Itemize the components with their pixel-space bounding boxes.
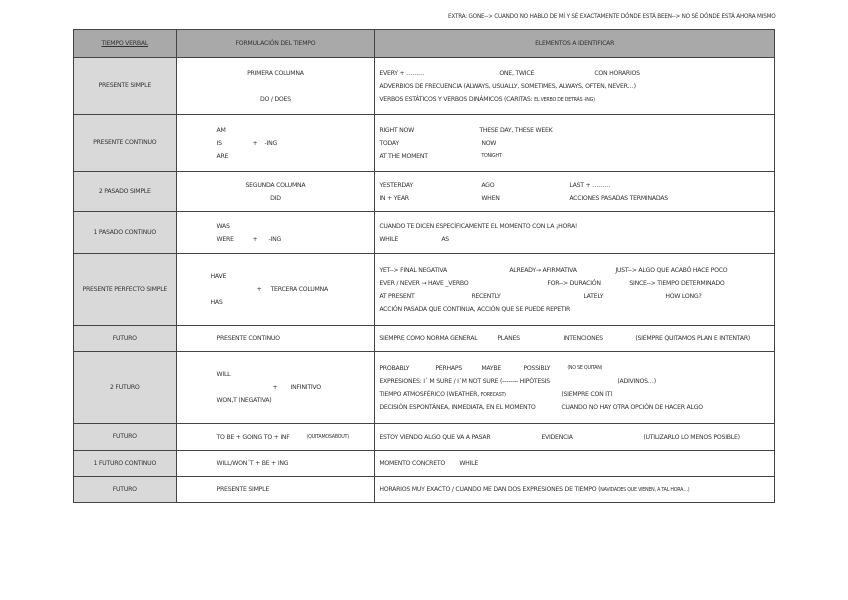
elements-line: [379, 431, 770, 444]
element-text: NOW: [481, 139, 497, 147]
element-text: MAYBE: [481, 364, 502, 372]
element-text: POSSIBLY: [523, 364, 551, 372]
elements-line: [379, 150, 770, 163]
element-text: (UTILIZARLO LO MENOS POSIBLE): [643, 433, 740, 441]
table-row: [74, 212, 775, 254]
form-text: TERCERA COLUMNA: [270, 286, 328, 293]
form-line: [217, 137, 371, 150]
element-text: SIEMPRE COMO NORMA GENERAL: [379, 335, 478, 342]
form-text: +: [252, 139, 258, 147]
form-text: +: [252, 235, 258, 243]
form-cell: [176, 477, 375, 503]
elements-line: [379, 332, 770, 345]
form-line: DID: [270, 194, 281, 202]
table-row: [74, 424, 775, 451]
form-line: WON,T (NEGATIVA): [216, 397, 272, 404]
element-text: (SIEMPRE CON IT): [561, 390, 613, 398]
element-text: JUST--> ALGO QUE ACABÓ HACE POCO: [615, 266, 728, 274]
element-text: EXPRESIONES: I´ M SURE / I´M NOT SURE (-------- HIPÓTESIS: [379, 377, 550, 385]
form-text: +: [256, 286, 262, 293]
form-cell: [176, 58, 375, 115]
elements-line: [379, 67, 770, 80]
form-cell: [176, 352, 375, 424]
table-row: [74, 172, 775, 212]
header-form: FORMULACIÓN DEL TIEMPO: [176, 30, 375, 58]
elements-line: [379, 401, 770, 414]
element-text: WHILE: [379, 235, 399, 243]
form-line: AM: [216, 126, 226, 134]
header-tense: TIEMPO VERBAL: [74, 30, 177, 58]
element-text: MOMENTO CONCRETO: [379, 460, 446, 467]
element-text: WHILE: [459, 460, 479, 467]
element-text: CUANDO NO HAY OTRA OPCIÓN DE HACER ALGO: [561, 403, 703, 411]
element-text: CON HORARIOS: [594, 69, 640, 77]
form-cell: [176, 451, 375, 477]
form-line: HAS: [210, 299, 223, 306]
elements-line: [379, 124, 770, 137]
form-cell: [176, 212, 375, 254]
form-line: [217, 431, 371, 444]
element-text: (ADIVINOS…): [617, 377, 656, 385]
form-text: IS: [216, 139, 222, 147]
element-text: PROBABLY: [379, 364, 410, 372]
element-text: ALREADY→ AFIRMATIVA: [509, 266, 577, 274]
grammar-table: [73, 29, 775, 503]
form-line: WAS: [216, 222, 230, 230]
table-row: [74, 451, 775, 477]
element-text: AT THE MOMENT: [379, 152, 428, 160]
elements-line: ACCIÓN PASADA QUE CONTINUA, ACCIÓN QUE SE PUEDE REPETIR: [379, 305, 571, 313]
element-text: RIGHT NOW: [379, 126, 414, 134]
element-text: FOR--> DURACIÓN: [547, 279, 601, 287]
element-text: EVIDENCIA: [541, 433, 573, 441]
tense-cell: 1 FUTURO CONTINUO: [74, 451, 177, 477]
tense-cell: FUTURO: [74, 477, 177, 503]
tense-cell: PRESENTE SIMPLE: [74, 58, 177, 115]
element-text: VERBOS ESTÁTICOS Y VERBOS DINÁMICOS (CARITAS:: [379, 95, 535, 103]
elements-cell: [375, 424, 775, 451]
elements-line: [379, 93, 770, 106]
form-line: PRESENTE CONTINUO: [216, 335, 280, 342]
element-text: EL VERBO DE DETRÁS -ING): [534, 97, 595, 103]
elements-line: ADVERBIOS DE FRECUENCIA (ALWAYS, USUALLY, SOMETIMES, ALWAYS, OFTEN, NEVER…): [379, 82, 636, 90]
extra-note: EXTRA: GONE--> CUANDO NO HABLO DE MÍ Y SÉ EXACTAMENTE DÓNDE ESTÁ BEEN--> NO SÉ DÓNDE ESTÁ AHORA MISMO: [448, 13, 776, 20]
form-cell: [176, 254, 375, 326]
elements-line: [379, 388, 770, 401]
elements-line: [379, 277, 770, 290]
element-text: PERHAPS: [435, 364, 463, 372]
elements-line: [379, 290, 770, 303]
element-text: INTENCIONES: [563, 335, 603, 342]
element-text: EVER / NEVER → HAVE _VERBO: [379, 279, 469, 287]
tense-cell: PRESENTE PERFECTO SIMPLE: [74, 254, 177, 326]
element-text: ESTOY VIENDO ALGO QUE VA A PASAR: [379, 433, 491, 441]
elements-cell: [375, 254, 775, 326]
table-row: [74, 115, 775, 172]
form-cell: [176, 326, 375, 352]
element-text: IN + YEAR: [379, 194, 409, 202]
elements-line: CUANDO TE DICEN ESPECÍFICAMENTE EL MOMENTO CON LA ¡HORA!: [379, 222, 578, 230]
element-text: (SIEMPRE QUITAMOS PLAN E INTENTAR): [635, 335, 751, 342]
form-line: ARE: [216, 152, 229, 160]
element-text: YET--> FINAL NEGATIVA: [379, 266, 447, 274]
elements-cell: [375, 477, 775, 503]
elements-line: [379, 264, 770, 277]
tense-cell: PRESENTE CONTINUO: [74, 115, 177, 172]
element-text: PLANES: [497, 335, 520, 342]
table-row: [74, 58, 775, 115]
element-text: DECISIÓN ESPONTÁNEA, INMEDIATA, EN EL MOMENTO: [379, 403, 536, 411]
form-cell: [176, 172, 375, 212]
header-elements: ELEMENTOS A IDENTIFICAR: [375, 30, 775, 58]
element-text: HORARIOS MUY EXACTO / CUANDO ME DAN DOS EXPRESIONES DE TIEMPO (: [379, 486, 601, 493]
element-text: (NO SE QUITAN): [567, 365, 603, 371]
element-text: RECENTLY: [471, 292, 501, 300]
form-line: WILL: [216, 371, 231, 378]
element-text: TODAY: [379, 139, 399, 147]
element-text: ONE, TWICE: [499, 69, 535, 77]
element-text: EVERY + ………: [379, 69, 424, 77]
element-text: YESTERDAY: [379, 181, 413, 189]
element-text: WHEN: [481, 194, 500, 202]
element-text: TONIGHT: [481, 153, 502, 159]
tense-cell: 2 PASADO SIMPLE: [74, 172, 177, 212]
tense-cell: 1 PASADO CONTINUO: [74, 212, 177, 254]
elements-cell: [375, 352, 775, 424]
tense-cell: 2 FUTURO: [74, 352, 177, 424]
table-row: [74, 477, 775, 503]
table-row: [74, 326, 775, 352]
elements-line: [379, 362, 770, 375]
element-text: NAVIDADES QUE VIENEN, A TAL HORA…): [600, 488, 690, 493]
elements-line: [379, 179, 770, 192]
form-line: HAVE: [210, 273, 227, 280]
elements-cell: [375, 451, 775, 477]
form-text: INFINITIVO: [290, 384, 321, 391]
elements-line: [379, 137, 770, 150]
form-line: [217, 381, 371, 394]
tense-cell: FUTURO: [74, 326, 177, 352]
element-text: LATELY: [583, 292, 604, 300]
elements-line: [379, 457, 770, 470]
elements-line: [379, 192, 770, 205]
elements-cell: [375, 58, 775, 115]
elements-line: [379, 233, 770, 246]
elements-cell: [375, 326, 775, 352]
form-line: [211, 283, 371, 296]
element-text: ACCIONES PASADAS TERMINADAS: [569, 194, 668, 202]
form-line: PRIMERA COLUMNA: [247, 69, 304, 77]
elements-cell: [375, 212, 775, 254]
form-text: (QUITAMOSABOUT): [306, 434, 349, 440]
tense-cell: FUTURO: [74, 424, 177, 451]
element-text: AS: [441, 235, 449, 243]
table-row: [74, 254, 775, 326]
table-row: [74, 352, 775, 424]
form-line: SEGUNDA COLUMNA: [245, 181, 306, 189]
form-cell: [176, 115, 375, 172]
form-text: TO BE + GOING TO + INF: [216, 433, 290, 441]
elements-line: [379, 483, 770, 496]
form-line: WILL/WON´T + BE + ING: [216, 460, 289, 467]
element-text: AGO: [481, 181, 495, 189]
form-line: [181, 80, 371, 93]
element-text: HOW LONG?: [665, 292, 702, 300]
form-text: -ING: [264, 139, 278, 147]
element-text: AT PRESENT: [379, 292, 415, 300]
element-text: SINCE--> TIEMPO DETERMINADO: [629, 279, 725, 287]
form-text: +: [272, 384, 278, 391]
element-text: THESE DAY, THESE WEEK: [479, 126, 553, 134]
header-row: [74, 30, 775, 58]
element-text: FORECAST): [480, 392, 506, 398]
form-line: DO / DOES: [259, 95, 291, 103]
form-cell: [176, 424, 375, 451]
elements-cell: [375, 115, 775, 172]
form-line: [217, 233, 371, 246]
form-text: WERE: [216, 235, 234, 243]
elements-cell: [375, 172, 775, 212]
elements-line: [379, 375, 770, 388]
form-line: PRESENTE SIMPLE: [216, 486, 270, 493]
element-text: LAST + ………: [569, 181, 611, 189]
form-text: -ING: [268, 235, 282, 243]
element-text: TIEMPO ATMOSFÉRICO (WEATHER,: [379, 390, 481, 398]
